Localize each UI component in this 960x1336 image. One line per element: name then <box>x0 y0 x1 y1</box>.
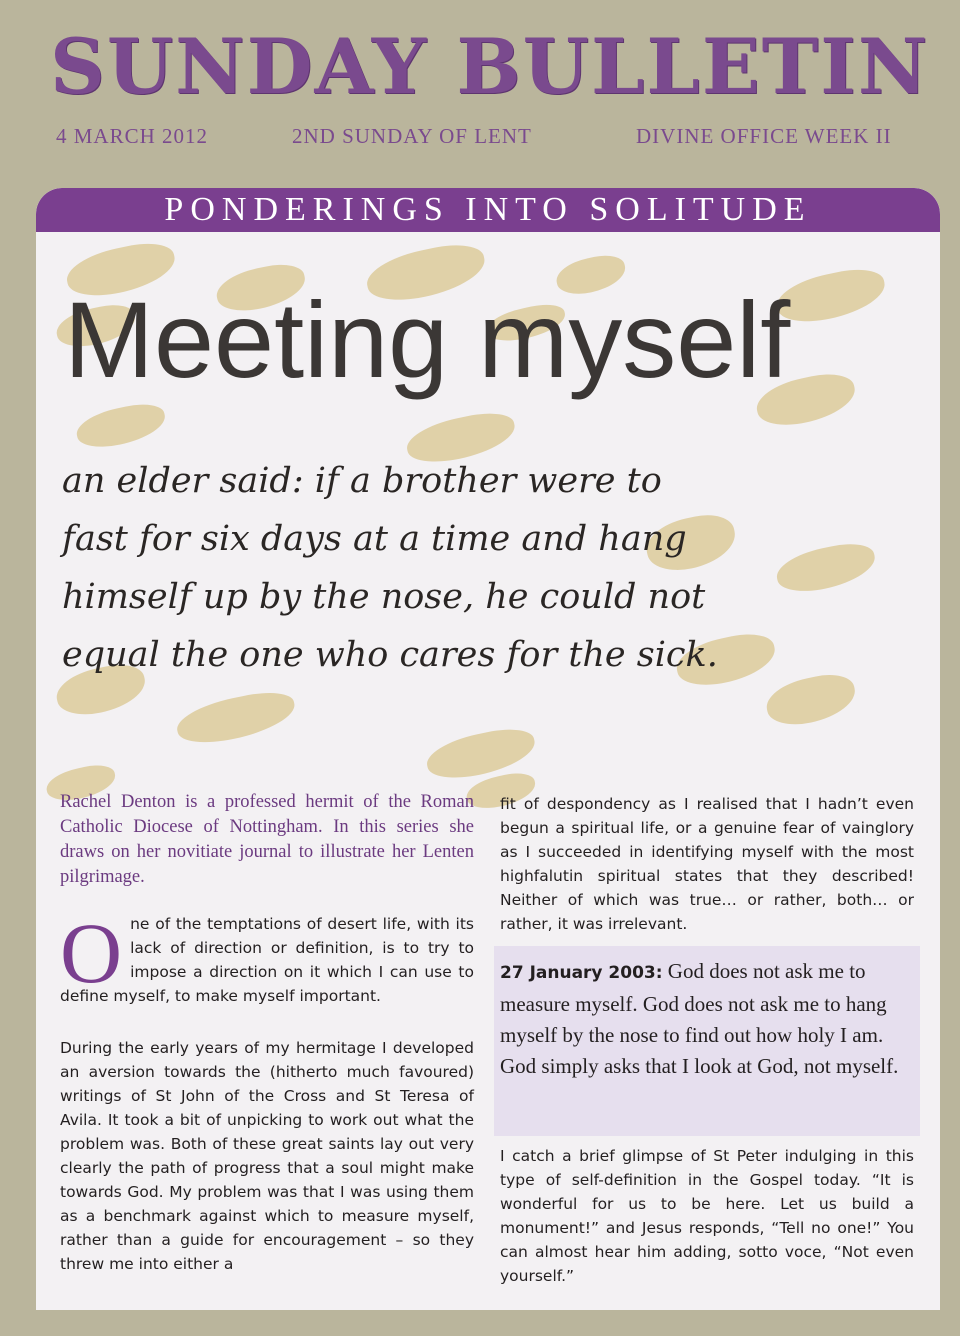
author-intro: Rachel Denton is a professed hermit of the Roman Catholic Diocese of Nottingham. In this series she draws on her novitiate journal to illustrate her Lenten pilgrimage. <box>60 792 474 887</box>
drop-cap: O <box>60 905 123 1001</box>
journal-text: God does not ask me to measure myself. God does not ask me to hang myself by the nose to find out how holy I am. God simply asks that I look at God, not myself. <box>500 959 899 1078</box>
quote-line: himself up by the nose, he could not <box>62 577 706 617</box>
quote-line: equal the one who cares for the sick. <box>62 635 718 675</box>
masthead-title: SUNDAY BULLETIN <box>50 22 930 111</box>
issue-date: 4 MARCH 2012 <box>56 124 209 148</box>
journal-callout <box>500 956 914 1082</box>
journal-date: 27 January 2003: <box>500 963 663 983</box>
quote-line: fast for six days at a time and hang <box>62 519 687 559</box>
paragraph-opening <box>60 905 474 1008</box>
section-header: PONDERINGS INTO SOLITUDE <box>36 188 940 232</box>
paragraph-hermitage: During the early years of my hermitage I developed an aversion towards the (hitherto much favoured) writings of St John of the Cross and St Teresa of Avila. It took a bit of unpicking to work out what the problem was. Both of these great saints lay out very clearly the path of progress that a soul might make towards God. My problem was that I was using them as a benchmark against which to measure myself, rather than a guide for encouragement – so they threw me into either a <box>60 1039 474 1273</box>
article-headline: Meeting myself <box>64 279 791 400</box>
paragraph-opening-text: ne of the temptations of desert life, with its lack of direction or definition, is to try to impose a direction on it which I can use to define myself, to make myself important. <box>60 915 474 1005</box>
quote-line: an elder said: if a brother were to <box>62 461 662 501</box>
paragraph-st-peter: I catch a brief glimpse of St Peter indulging in this type of self-definition in the Gospel today. “It is wonderful for us to be here. Let us build a monument!” and Jesus responds, “Tell no one!” You can almost hear him adding, sotto voce, “Not even yourself.” <box>500 1147 914 1285</box>
liturgical-sunday: 2ND SUNDAY OF LENT <box>292 124 532 148</box>
divine-office-week: DIVINE OFFICE WEEK II <box>636 124 892 148</box>
desert-fathers-quote <box>62 452 940 684</box>
paragraph-despondency: fit of despondency as I realised that I hadn’t even begun a spiritual life, or a genuine fear of vainglory as I succeeded in identifying myself with the most highfalutin spiritual states that they described! Neither of which was true… or rather, both… or rather, it was irrelevant. <box>500 795 914 933</box>
article-panel <box>36 188 940 1310</box>
